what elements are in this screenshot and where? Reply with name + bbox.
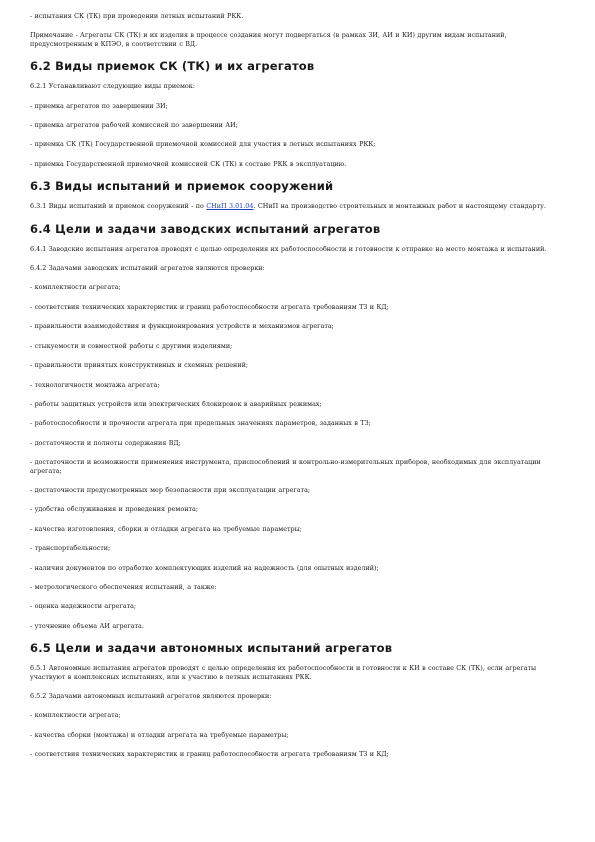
- paragraph: 6.5.1 Автономные испытания агрегатов проводят с целью определения их работоспособности и готовности к КИ в составе СК (ТК), если агрегаты участвуют в комплексных испытаниях, или к участию в летных испытаниях РКК.: [30, 664, 537, 681]
- section-heading: 6.3 Виды испытаний и приемок сооружений: [30, 179, 334, 194]
- section-heading: 6.5 Цели и задачи автономных испытаний агрегатов: [30, 641, 393, 656]
- paragraph: - приемка агрегатов рабочей комиссией по завершении АИ;: [30, 121, 238, 130]
- paragraph: - удобства обслуживания и проведения ремонта;: [30, 505, 198, 514]
- paragraph: - соответствия технических характеристик и границ работоспособности агрегата требованиям ТЗ и КД;: [30, 750, 389, 759]
- section-heading: 6.4 Цели и задачи заводских испытаний агрегатов: [30, 221, 381, 236]
- paragraph: - приемка СК (ТК) Государственной приемочной комиссией для участия в летных испытаниях РКК;: [30, 140, 376, 149]
- paragraph: - правильности взаимодействия и функционирования устройств и механизмов агрегата;: [30, 322, 334, 331]
- paragraph: - соответствия технических характеристик и границ работоспособности агрегата требованиям ТЗ и КД;: [30, 302, 389, 311]
- paragraph: - испытания СК (ТК) при проведении летных испытаний РКК.: [30, 12, 244, 20]
- paragraph: 6.4.2 Задачами заводских испытаний агрегатов являются проверки:: [30, 264, 265, 273]
- paragraph: - правильности принятых конструктивных и схемных решений;: [30, 361, 248, 370]
- paragraph: - оценка надежности агрегата;: [30, 602, 137, 611]
- paragraph: - комплектности агрегата;: [30, 283, 121, 292]
- paragraph: - достаточности и полноты содержания ВД;: [30, 438, 181, 447]
- paragraph: - наличия документов по отработке комплектующих изделий на надежность (для опытных изделий);: [30, 563, 379, 572]
- paragraph: - уточнение объема АИ агрегата.: [30, 621, 144, 630]
- paragraph-with-link: [30, 202, 567, 210]
- paragraph: - работоспособности и прочности агрегата при предельных значениях параметров, заданных в ТЗ;: [30, 419, 371, 428]
- paragraph: - качества изготовления, сборки и отладки агрегата на требуемые параметры;: [30, 524, 302, 533]
- paragraph: - качества сборки (монтажа) и отладки агрегата на требуемые параметры;: [30, 730, 289, 739]
- paragraph: 6.2.1 Устанавливают следующие виды приемок:: [30, 82, 195, 91]
- snip-reference-link[interactable]: СНиП 3.01.04: [206, 202, 254, 211]
- paragraph: - приемка агрегатов по завершении ЗИ;: [30, 101, 168, 110]
- document-body: [30, 12, 567, 770]
- paragraph: - достаточности и возможности применения инструмента, приспособлений и контрольно-измерительных приборов, необходимых для эксплуатации агрегата;: [30, 458, 541, 475]
- paragraph: - транспортабельности;: [30, 544, 111, 553]
- paragraph: - работы защитных устройств или электрических блокировок в аварийных режимах;: [30, 399, 322, 408]
- paragraph: - метрологического обеспечения испытаний, а также:: [30, 582, 217, 591]
- paragraph-text: . СНиП на производство строительных и монтажных работ и настоящему стандарту.: [253, 202, 546, 211]
- paragraph: - достаточности предусмотренных мер безопасности при эксплуатации агрегата;: [30, 485, 311, 494]
- paragraph: 6.4.1 Заводские испытания агрегатов проводят с целью определения их работоспособности и готовности к отправке на место монтажа и испытаний.: [30, 244, 547, 253]
- paragraph: 6.5.2 Задачами автономных испытаний агрегатов являются проверки:: [30, 692, 272, 700]
- section-heading: 6.2 Виды приемок СК (ТК) и их агрегатов: [30, 59, 315, 74]
- paragraph: - приемка Государственной приемочной комиссией СК (ТК) в составе РКК в эксплуатацию.: [30, 159, 347, 168]
- paragraph: Примечание - Агрегаты СК (ТК) и их изделия в процессе создания могут подвергаться (в рамках ЗИ, АИ и КИ) другим видам испытаний, предусмотренным в КПЭО, в соответствии с ВД.: [30, 31, 507, 48]
- paragraph: - комплектности агрегата;: [30, 711, 121, 720]
- paragraph: - технологичности монтажа агрегата;: [30, 380, 160, 389]
- paragraph: - стыкуемости и совместной работы с другими изделиями;: [30, 341, 233, 350]
- paragraph-text: 6.3.1 Виды испытаний и приемок сооружений - по: [30, 202, 207, 211]
